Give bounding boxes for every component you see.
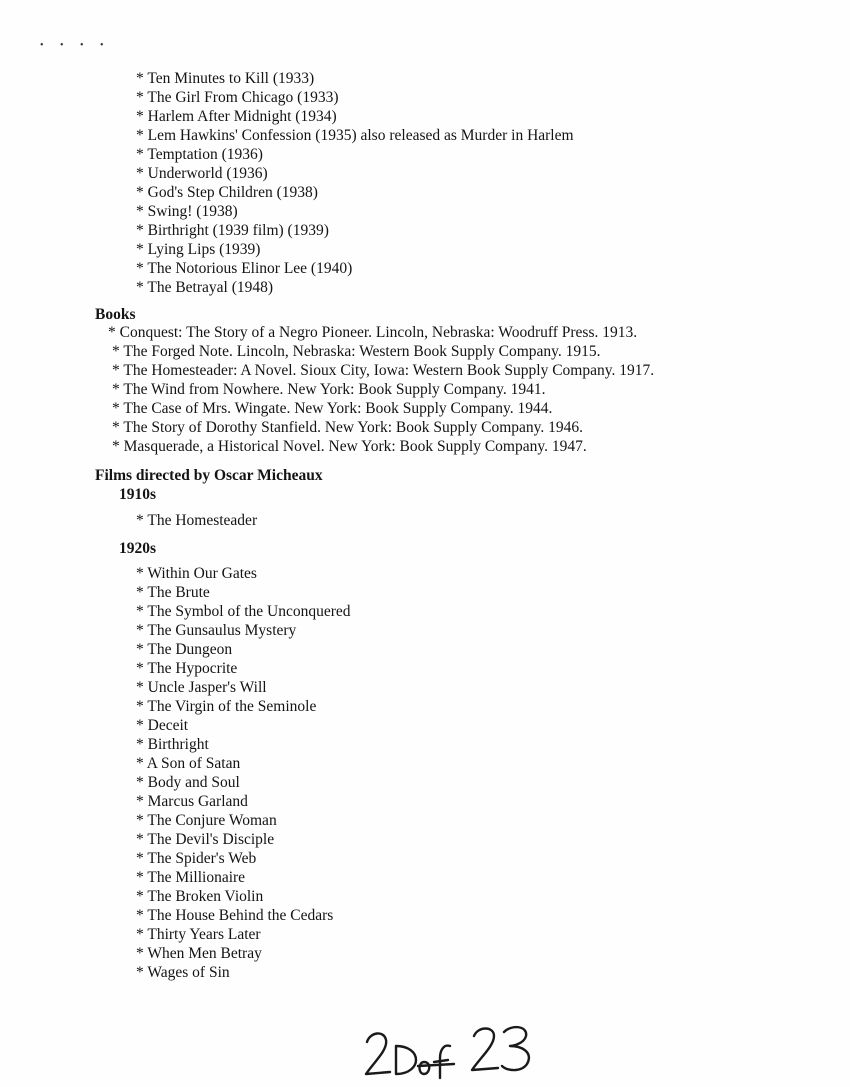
list-item: * The Symbol of the Unconquered bbox=[136, 602, 351, 621]
list-item: * The Virgin of the Seminole bbox=[136, 697, 351, 716]
list-item: * Underworld (1936) bbox=[136, 164, 574, 183]
list-item: * Birthright (1939 film) (1939) bbox=[136, 221, 574, 240]
list-item: * Marcus Garland bbox=[136, 792, 351, 811]
handwritten-page-number bbox=[362, 1022, 542, 1080]
list-item: * Deceit bbox=[136, 716, 351, 735]
list-item: * Lying Lips (1939) bbox=[136, 240, 574, 259]
list-item: * Ten Minutes to Kill (1933) bbox=[136, 69, 574, 88]
scan-specks: • • • • bbox=[40, 40, 111, 51]
list-item: * The Conjure Woman bbox=[136, 811, 351, 830]
list-item: * The Spider's Web bbox=[136, 849, 351, 868]
list-item: * Wages of Sin bbox=[136, 963, 351, 982]
list-item: * The Hypocrite bbox=[136, 659, 351, 678]
list-item: * The Notorious Elinor Lee (1940) bbox=[136, 259, 574, 278]
list-item: * The Forged Note. Lincoln, Nebraska: Western Book Supply Company. 1915. bbox=[108, 342, 654, 361]
list-item: * Within Our Gates bbox=[136, 564, 351, 583]
list-item: * The Story of Dorothy Stanfield. New York: Book Supply Company. 1946. bbox=[108, 418, 654, 437]
list-item: * The Millionaire bbox=[136, 868, 351, 887]
list-item: * The Homesteader: A Novel. Sioux City, Iowa: Western Book Supply Company. 1917. bbox=[108, 361, 654, 380]
list-item: * The House Behind the Cedars bbox=[136, 906, 351, 925]
list-item: * Harlem After Midnight (1934) bbox=[136, 107, 574, 126]
list-item: * Body and Soul bbox=[136, 773, 351, 792]
films-list-continued bbox=[136, 69, 574, 297]
list-item: * Lem Hawkins' Confession (1935) also released as Murder in Harlem bbox=[136, 126, 574, 145]
books-list bbox=[108, 323, 654, 456]
list-item: * The Devil's Disciple bbox=[136, 830, 351, 849]
list-item: * Conquest: The Story of a Negro Pioneer. Lincoln, Nebraska: Woodruff Press. 1913. bbox=[108, 323, 654, 342]
list-item: * The Brute bbox=[136, 583, 351, 602]
list-item: * A Son of Satan bbox=[136, 754, 351, 773]
list-item: * Swing! (1938) bbox=[136, 202, 574, 221]
list-item: * When Men Betray bbox=[136, 944, 351, 963]
films-1910s-list bbox=[136, 511, 257, 530]
decade-1910s-heading: 1910s bbox=[119, 486, 157, 503]
decade-1920s-heading: 1920s bbox=[119, 540, 157, 557]
list-item: * The Homesteader bbox=[136, 511, 257, 530]
list-item: * The Gunsaulus Mystery bbox=[136, 621, 351, 640]
list-item: * Birthright bbox=[136, 735, 351, 754]
films-1920s-list bbox=[136, 564, 351, 982]
list-item: * God's Step Children (1938) bbox=[136, 183, 574, 202]
list-item: * Thirty Years Later bbox=[136, 925, 351, 944]
list-item: * The Dungeon bbox=[136, 640, 351, 659]
list-item: * Masquerade, a Historical Novel. New York: Book Supply Company. 1947. bbox=[108, 437, 654, 456]
list-item: * The Betrayal (1948) bbox=[136, 278, 574, 297]
list-item: * Uncle Jasper's Will bbox=[136, 678, 351, 697]
films-directed-heading: Films directed by Oscar Micheaux bbox=[95, 467, 323, 484]
list-item: * Temptation (1936) bbox=[136, 145, 574, 164]
books-heading: Books bbox=[95, 306, 136, 323]
list-item: * The Case of Mrs. Wingate. New York: Book Supply Company. 1944. bbox=[108, 399, 654, 418]
list-item: * The Broken Violin bbox=[136, 887, 351, 906]
list-item: * The Wind from Nowhere. New York: Book Supply Company. 1941. bbox=[108, 380, 654, 399]
list-item: * The Girl From Chicago (1933) bbox=[136, 88, 574, 107]
